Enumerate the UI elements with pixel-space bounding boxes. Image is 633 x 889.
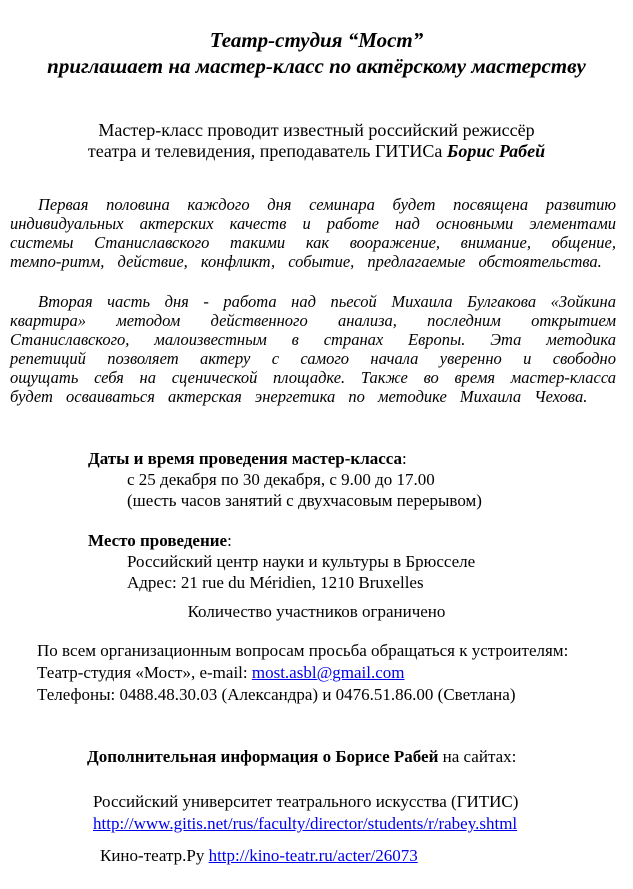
intro-line-2-text: театра и телевидения, преподаватель ГИТИСа xyxy=(87,141,447,161)
contacts-section xyxy=(37,640,633,706)
seminar-description-paragraph-2: Вторая часть дня - работа над пьесой Михаила Булгакова «Зойкина квартира» методом действенного анализа, последним открытием Станиславского, малоизвестным в странах Европы. Эта методика репетиций позволяет актеру с самого начала уверенно и свободно ощущать себя на сценической площадке. Также во время мастер-класса будет осваиваться актерская энергетика по методике Михаила Чехова. xyxy=(10,292,616,406)
dates-section xyxy=(0,448,633,511)
seminar-description-paragraph-1: Первая половина каждого дня семинара будет посвящена развитию индивидуальных актерских качеств и работе над основными элементами системы Станиславского такими как вооражение, внимание, общение, темпо-ритм, действие, конфликт, событие, предлагаемые обстоятельства. xyxy=(10,195,616,271)
dates-line-1: с 25 декабря по 30 декабря, с 9.00 до 17.00 xyxy=(127,470,435,489)
more-info-heading-bold: Дополнительная информация о Борисе Рабей xyxy=(87,747,439,766)
location-section xyxy=(0,530,633,593)
document-title xyxy=(0,0,633,79)
dates-heading-text: Даты и время проведения мастер-класса xyxy=(88,449,403,468)
gitis-label: Российский университет театрального искусства (ГИТИС) xyxy=(93,792,519,811)
lecturer-name: Борис Рабей xyxy=(446,141,546,161)
email-link[interactable]: most.asbl@gmail.com xyxy=(251,663,405,682)
intro-line-2 xyxy=(0,141,633,162)
kino-teatr-line xyxy=(100,845,633,867)
contacts-line-2 xyxy=(37,662,633,684)
contacts-line-2-text: Театр-студия «Мост», e-mail: xyxy=(37,663,252,682)
intro-line-1: Мастер-класс проводит известный российский режиссёр xyxy=(98,120,535,140)
limited-participants-notice: Количество участников ограничено xyxy=(187,602,446,621)
intro-paragraph xyxy=(0,120,633,162)
location-heading xyxy=(88,530,633,551)
more-info-heading xyxy=(87,746,633,767)
location-heading-text: Место проведение xyxy=(88,531,228,550)
dates-line-2: (шесть часов занятий с двухчасовым перерывом) xyxy=(127,491,482,510)
kino-teatr-link[interactable]: http://kino-teatr.ru/acter/26073 xyxy=(208,846,418,865)
dates-heading-colon: : xyxy=(402,449,407,468)
more-info-heading-rest: на сайтах: xyxy=(438,747,517,766)
location-line-2: Адрес: 21 rue du Méridien, 1210 Bruxelles xyxy=(127,573,424,592)
location-line-1: Российский центр науки и культуры в Брюсселе xyxy=(127,552,476,571)
dates-heading xyxy=(88,448,633,469)
gitis-block xyxy=(93,791,633,835)
gitis-link[interactable]: http://www.gitis.net/rus/faculty/director/students/r/rabey.shtml xyxy=(93,814,518,833)
title-line-2: приглашает на мастер-класс по актёрскому мастерству xyxy=(47,54,586,78)
gitis-link-line xyxy=(93,813,633,835)
location-heading-colon: : xyxy=(227,531,232,550)
title-line-1: Театр-студия “Мост” xyxy=(209,28,424,52)
contacts-line-1: По всем организационным вопросам просьба обращаться к устроителям: xyxy=(37,641,569,660)
kino-teatr-label: Кино-театр.Ру xyxy=(100,846,209,865)
contacts-line-3: Телефоны: 0488.48.30.03 (Александра) и 0476.51.86.00 (Светлана) xyxy=(37,685,516,704)
